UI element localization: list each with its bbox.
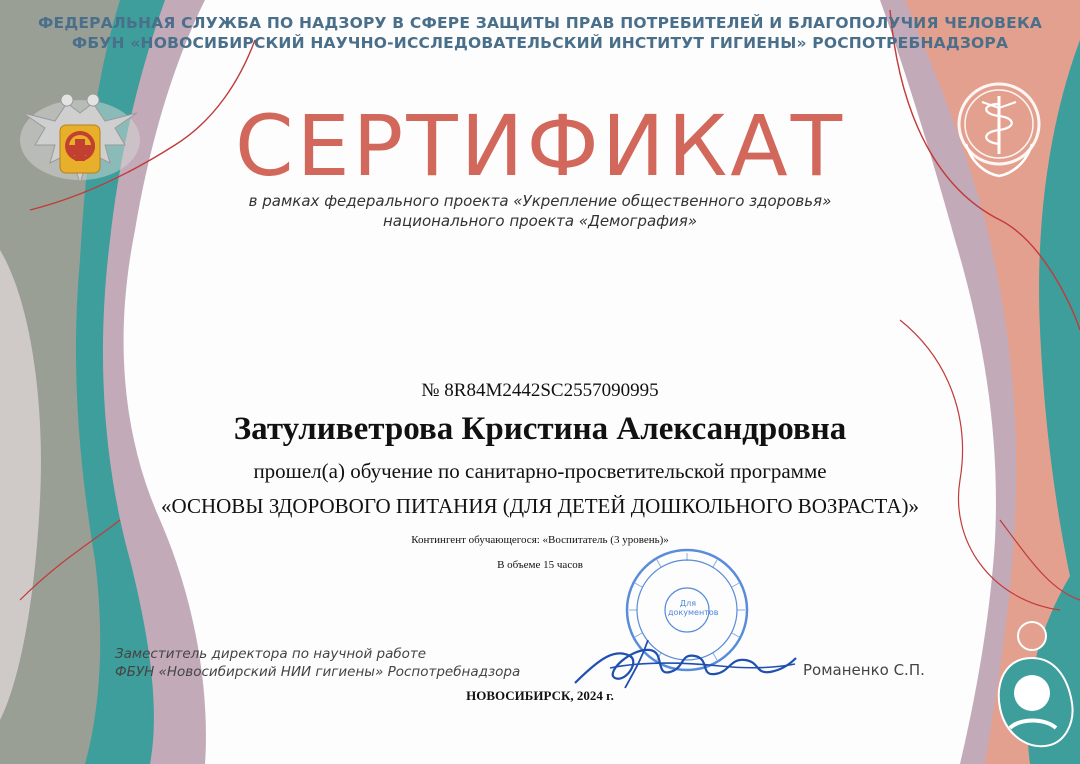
people-circle-logo-icon [990,618,1075,758]
contingent-text: Контингент обучающегося: «Воспитатель (3 уровень)» [411,534,669,546]
city-year: НОВОСИБИРСК, 2024 г. [466,688,614,703]
signatory-position-line-2: ФБУН «Новосибирский НИИ гигиены» Роспотребнадзора [115,664,521,680]
subtitle-line-1: в рамках федерального проекта «Укрепление общественного здоровья» [248,192,832,210]
header-line-1: ФЕДЕРАЛЬНАЯ СЛУЖБА ПО НАДЗОРУ В СФЕРЕ ЗАЩИТЫ ПРАВ ПОТРЕБИТЕЛЕЙ И БЛАГОПОЛУЧИЯ ЧЕЛОВЕКА [37,14,1043,32]
subtitle-line-2: национального проекта «Демография» [382,212,697,230]
header-line-2: ФБУН «НОВОСИБИРСКИЙ НАУЧНО-ИССЛЕДОВАТЕЛЬСКИЙ ИНСТИТУТ ГИГИЕНЫ» РОСПОТРЕБНАДЗОРА [71,34,1009,52]
signatory-position-line-1: Заместитель директора по научной работе [115,646,427,662]
signatory-name: Романенко С.П. [803,661,925,679]
program-title: «ОСНОВЫ ЗДОРОВОГО ПИТАНИЯ (ДЛЯ ДЕТЕЙ ДОШКОЛЬНОГО ВОЗРАСТА)» [161,494,919,518]
completion-statement: прошел(а) обучение по санитарно-просветительской программе [253,459,827,483]
certificate-number: № 8R84M2442SC2557090995 [421,380,659,401]
recipient-name: Затуливетрова Кристина Александровна [233,411,847,447]
volume-text: В объеме 15 часов [497,559,583,571]
stamp-label: Для документов [668,599,719,617]
certificate-title: СЕРТИФИКАТ [234,97,846,195]
